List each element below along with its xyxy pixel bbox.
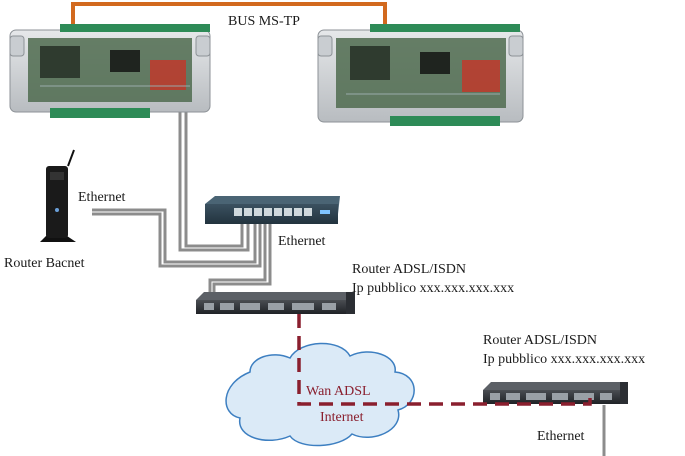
router2-title: Router ADSL/ISDN xyxy=(483,333,597,348)
router-adsl-1 xyxy=(196,292,355,314)
router1-title: Router ADSL/ISDN xyxy=(352,262,466,277)
router-bacnet-device xyxy=(40,150,76,242)
router1-ip: Ip pubblico xxx.xxx.xxx.xxx xyxy=(352,281,515,296)
bus-label: BUS MS-TP xyxy=(228,14,300,29)
internet-label: Internet xyxy=(320,410,364,425)
router-adsl-2 xyxy=(483,382,628,404)
controller-2 xyxy=(318,24,523,126)
router-bacnet-label: Router Bacnet xyxy=(4,256,85,271)
controller-1 xyxy=(10,24,210,118)
router2-ip: Ip pubblico xxx.xxx.xxx.xxx xyxy=(483,352,646,367)
ethernet-label-bottom: Ethernet xyxy=(537,429,585,444)
wan-label: Wan ADSL xyxy=(306,384,371,399)
ethernet-switch xyxy=(205,196,340,224)
ethernet-label-switch: Ethernet xyxy=(278,234,326,249)
ethernet-label-bacnet: Ethernet xyxy=(78,190,126,205)
